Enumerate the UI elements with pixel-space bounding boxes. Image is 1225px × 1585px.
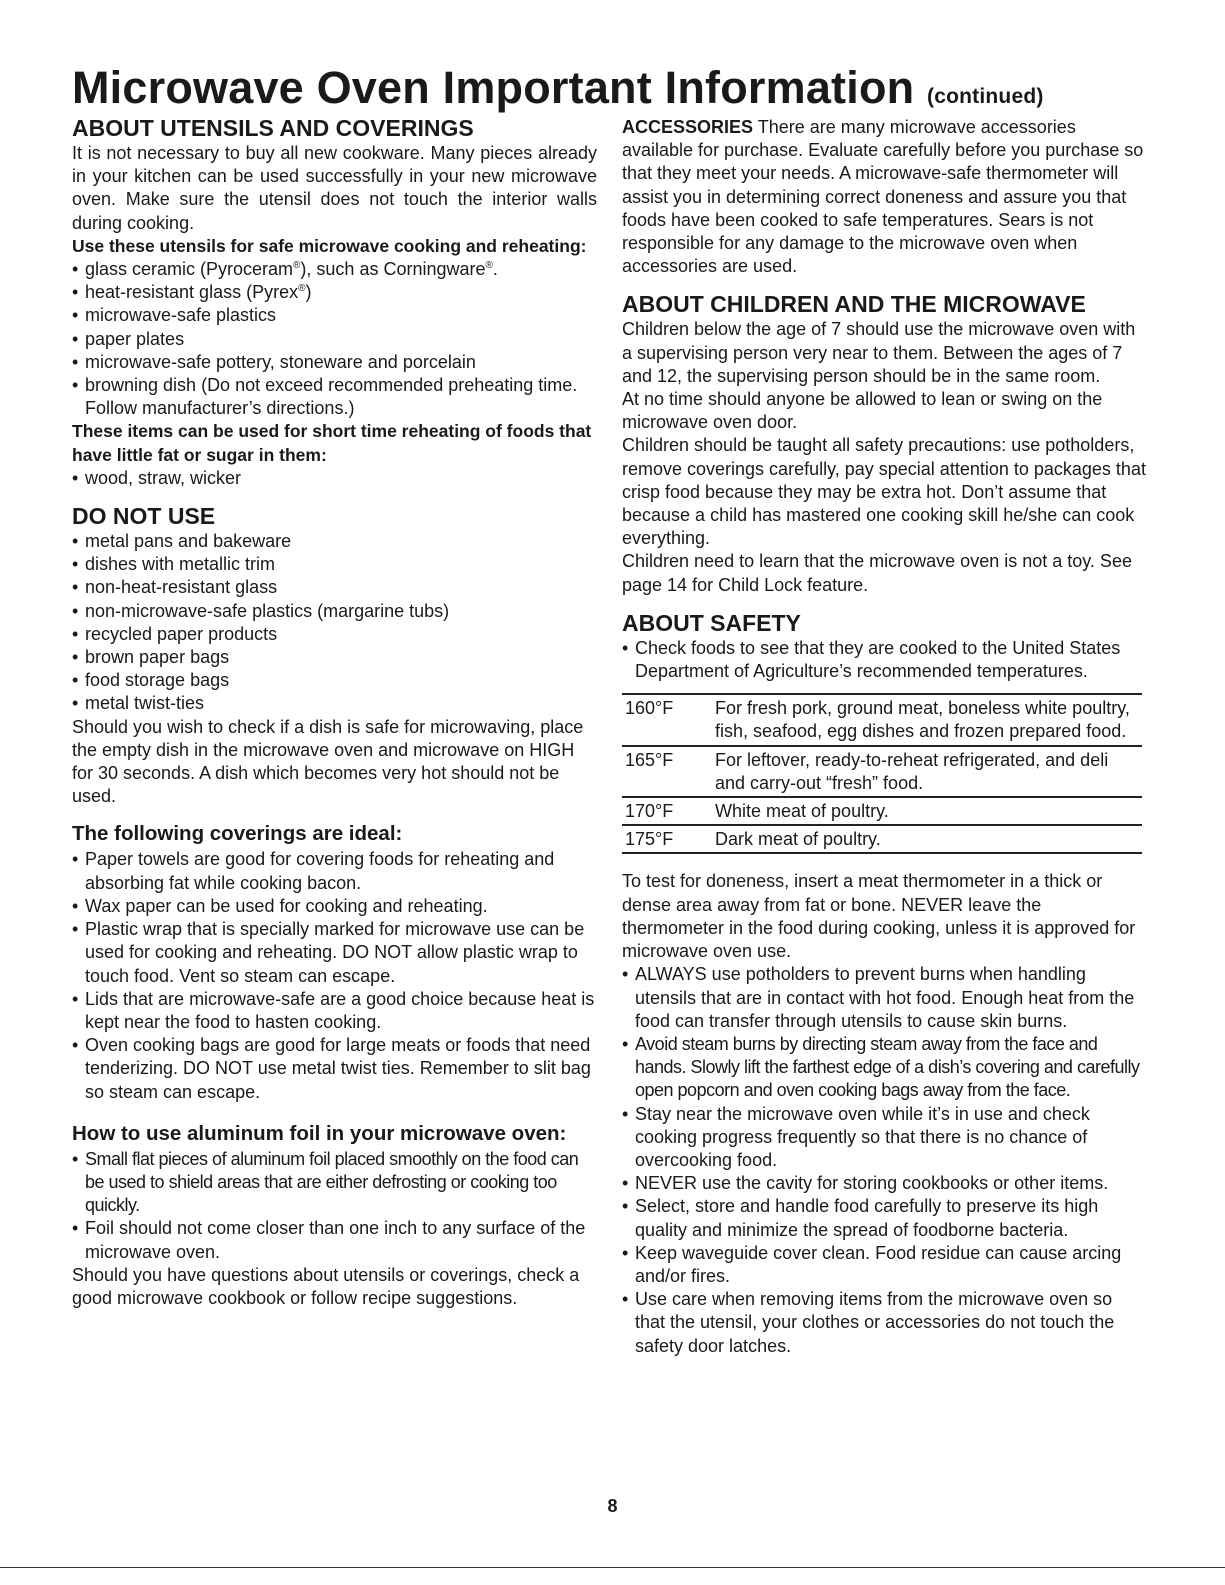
- list-item: • microwave-safe pottery, stoneware and porcelain: [72, 351, 597, 374]
- coverings-list: [72, 848, 597, 1103]
- children-heading: ABOUT CHILDREN AND THE MICROWAVE: [622, 291, 1086, 318]
- list-item: • metal twist-ties: [72, 692, 597, 715]
- temperature-table: [622, 693, 1142, 854]
- title-text: Microwave Oven Important Information: [72, 62, 915, 113]
- list-item: • Stay near the microwave oven while it’s in use and check cooking progress frequently so that there is no chance of overcooking food.: [622, 1103, 1147, 1173]
- accessories-paragraph: [622, 116, 1147, 278]
- list-item: • browning dish (Do not exceed recommended preheating time. Follow manufacturer’s directions.): [72, 374, 597, 420]
- closing-text: Should you have questions about utensils or coverings, check a good microwave cookbook or follow recipe suggestions.: [72, 1264, 580, 1308]
- page-title: [72, 62, 1044, 114]
- children-paragraph: At no time should anyone be allowed to lean or swing on the microwave oven door.: [622, 389, 1103, 433]
- accessories-label: ACCESSORIES: [622, 117, 754, 137]
- dish-test-text: Should you wish to check if a dish is safe for microwaving, place the empty dish in the microwave oven and microwave on HIGH for 30 seconds. A dish which becomes very hot should not be used.: [72, 716, 584, 807]
- children-paragraph: Children need to learn that the microwave oven is not a toy. See page 14 for Child Lock feature.: [622, 551, 1132, 595]
- list-item: • NEVER use the cavity for storing cookbooks or other items.: [622, 1172, 1147, 1195]
- temp-desc-cell: For fresh pork, ground meat, boneless white poultry, fish, seafood, egg dishes and frozen prepared food.: [715, 694, 1142, 745]
- list-item: • recycled paper products: [72, 623, 597, 646]
- safe-utensils-list: [72, 258, 597, 420]
- temp-cell: 160°F: [622, 694, 715, 745]
- title-continued: (continued): [927, 85, 1044, 108]
- list-item: • Keep waveguide cover clean. Food residue can cause arcing and/or fires.: [622, 1242, 1147, 1288]
- list-item: • Paper towels are good for covering foods for reheating and absorbing fat while cooking bacon.: [72, 848, 597, 894]
- children-paragraph: Children below the age of 7 should use the microwave oven with a supervising person very near to them. Between the ages of 7 and 12, the supervising person should be in the same room.: [622, 319, 1136, 386]
- foil-list: [72, 1148, 597, 1264]
- list-item: • Avoid steam burns by directing steam away from the face and hands. Slowly lift the farthest edge of a dish’s covering and carefully open popcorn and oven cooking bags away from the face.: [622, 1033, 1147, 1103]
- list-item: • Foil should not come closer than one inch to any surface of the microwave oven.: [72, 1217, 597, 1263]
- list-item: • non-microwave-safe plastics (margarine tubs): [72, 600, 597, 623]
- list-item: • Use care when removing items from the microwave oven so that the utensil, your clothes or accessories do not touch the safety door latches.: [622, 1288, 1147, 1358]
- list-item: • glass ceramic (Pyroceram®), such as Corningware®.: [72, 258, 597, 281]
- list-item: • non-heat-resistant glass: [72, 576, 597, 599]
- temp-cell: 165°F: [622, 746, 715, 797]
- short-reheat-list: [72, 467, 597, 490]
- list-item: • ALWAYS use potholders to prevent burns when handling utensils that are in contact with hot food. Enough heat from the food can transfer through utensils to cause skin burns.: [622, 963, 1147, 1033]
- table-row: [622, 797, 1142, 825]
- bottom-rule: [0, 1567, 1225, 1568]
- foil-heading: How to use aluminum foil in your microwave oven:: [72, 1121, 567, 1145]
- list-item: • Oven cooking bags are good for large meats or foods that need tenderizing. DO NOT use metal twist ties. Remember to slit bag so steam can escape.: [72, 1034, 597, 1104]
- temp-desc-cell: Dark meat of poultry.: [715, 825, 1142, 853]
- safety-heading: ABOUT SAFETY: [622, 609, 801, 636]
- short-reheat-heading: These items can be used for short time reheating of foods that have little fat or sugar in them:: [72, 421, 592, 465]
- right-column: [622, 116, 1147, 1358]
- accessories-text: There are many microwave accessories available for purchase. Evaluate carefully before you purchase so that they meet your needs. A microwave-safe thermometer will assist you in determining correct doneness and assure you that foods have been cooked to safe temperatures. Sears is not responsible for any damage to the microwave oven when accessories are used.: [622, 117, 1144, 277]
- do-not-use-heading: DO NOT USE: [72, 503, 216, 530]
- list-item: • wood, straw, wicker: [72, 467, 597, 490]
- safe-utensils-heading: Use these utensils for safe microwave cooking and reheating:: [72, 235, 587, 256]
- children-paragraph: Children should be taught all safety precautions: use potholders, remove coverings carefully, pay special attention to packages that crisp food because they may be extra hot. Don’t assume that because a child has mastered one cooking skill he/she can cook everything.: [622, 435, 1146, 549]
- list-item: • Wax paper can be used for cooking and reheating.: [72, 895, 597, 918]
- temp-cell: 170°F: [622, 797, 715, 825]
- safety-list: [622, 963, 1147, 1357]
- list-item: • brown paper bags: [72, 646, 597, 669]
- table-row: [622, 746, 1142, 797]
- doneness-text: To test for doneness, insert a meat thermometer in a thick or dense area away from fat or bone. NEVER leave the thermometer in the food during cooking, unless it is approved for microwave oven use.: [622, 871, 1136, 962]
- list-item: • microwave-safe plastics: [72, 304, 597, 327]
- utensils-intro: It is not necessary to buy all new cookware. Many pieces already in your kitchen can be used successfully in your new microwave oven. Make sure the utensil does not touch the interior walls during cooking.: [72, 143, 597, 233]
- list-item: • paper plates: [72, 328, 597, 351]
- temp-cell: 175°F: [622, 825, 715, 853]
- list-item: • Lids that are microwave-safe are a good choice because heat is kept near the food to hasten cooking.: [72, 988, 597, 1034]
- list-item: • Check foods to see that they are cooked to the United States Department of Agriculture’s recommended temperatures.: [622, 637, 1147, 683]
- list-item: • dishes with metallic trim: [72, 553, 597, 576]
- list-item: • metal pans and bakeware: [72, 530, 597, 553]
- list-item: • Small flat pieces of aluminum foil placed smoothly on the food can be used to shield areas that are either defrosting or cooking too quickly.: [72, 1148, 597, 1218]
- table-row: [622, 825, 1142, 853]
- temp-desc-cell: White meat of poultry.: [715, 797, 1142, 825]
- list-item: • Plastic wrap that is specially marked for microwave use can be used for cooking and reheating. DO NOT allow plastic wrap to touch food. Vent so steam can escape.: [72, 918, 597, 988]
- list-item: • Select, store and handle food carefully to preserve its high quality and minimize the spread of foodborne bacteria.: [622, 1195, 1147, 1241]
- do-not-use-list: [72, 530, 597, 716]
- temp-desc-cell: For leftover, ready-to-reheat refrigerated, and deli and carry-out “fresh” food.: [715, 746, 1142, 797]
- table-row: [622, 694, 1142, 745]
- coverings-heading: The following coverings are ideal:: [72, 822, 403, 846]
- page-number: 8: [607, 1496, 618, 1516]
- safety-intro-list: [622, 637, 1147, 683]
- utensils-heading: ABOUT UTENSILS AND COVERINGS: [72, 115, 474, 141]
- list-item: • food storage bags: [72, 669, 597, 692]
- left-column: [72, 114, 597, 1310]
- list-item: • heat-resistant glass (Pyrex®): [72, 281, 597, 304]
